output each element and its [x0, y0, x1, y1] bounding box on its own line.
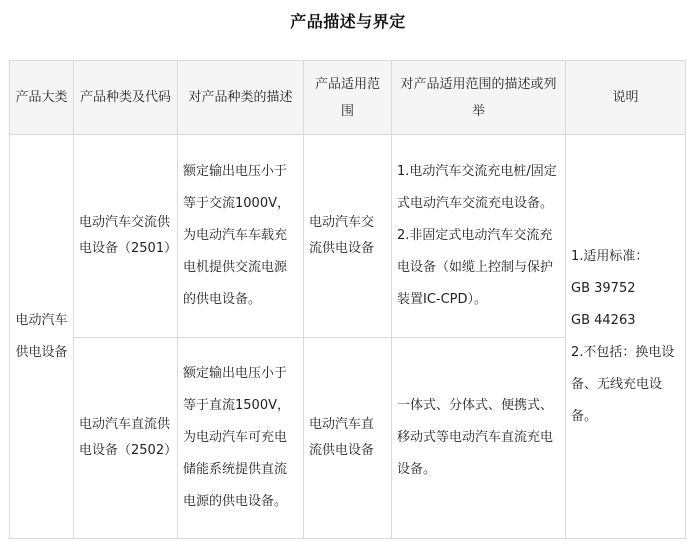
- category-code-cell: 电动汽车交流供电设备（2501）: [74, 135, 178, 338]
- category-desc-cell: 额定输出电压小于等于直流1500V，为电动汽车可充电储能系统提供直流电源的供电设备。: [178, 338, 304, 539]
- table-header-row: [10, 61, 686, 135]
- page-title: 产品描述与界定: [290, 12, 406, 31]
- category-desc-cell: 额定输出电压小于等于交流1000V，为电动汽车车载充电机提供交流电源的供电设备。: [178, 135, 304, 338]
- note-line: 1.适用标准：: [571, 248, 649, 264]
- scope-cell: 电动汽车直流供电设备: [304, 338, 392, 539]
- scope-desc-cell: [392, 135, 566, 338]
- scope-cell: 电动汽车交流供电设备: [304, 135, 392, 338]
- note-line: GB 44263: [571, 312, 636, 328]
- product-definition-table: [9, 60, 686, 539]
- header-category-code: 产品种类及代码: [74, 61, 178, 135]
- note-line: 2.不包括：换电设备、无线充电设备。: [571, 344, 675, 424]
- header-category-desc: 对产品种类的描述: [178, 61, 304, 135]
- table-row: [10, 135, 686, 338]
- major-category-cell: 电动汽车供电设备: [10, 135, 74, 539]
- scope-desc-cell: 一体式、分体式、便携式、移动式等电动汽车直流充电设备。: [392, 338, 566, 539]
- note-cell: [566, 135, 686, 539]
- header-major-category: 产品大类: [10, 61, 74, 135]
- category-code-cell: 电动汽车直流供电设备（2502）: [74, 338, 178, 539]
- header-scope: 产品适用范围: [304, 61, 392, 135]
- scope-desc-item: 2.非固定式电动汽车交流充电设备（如缆上控制与保护装置IC-CPD）。: [397, 228, 554, 307]
- note-line: GB 39752: [571, 280, 636, 296]
- header-note: 说明: [566, 61, 686, 135]
- scope-desc-item: 1.电动汽车交流充电桩/固定式电动汽车交流充电设备。: [397, 164, 557, 211]
- header-scope-desc: 对产品适用范围的描述或列举: [392, 61, 566, 135]
